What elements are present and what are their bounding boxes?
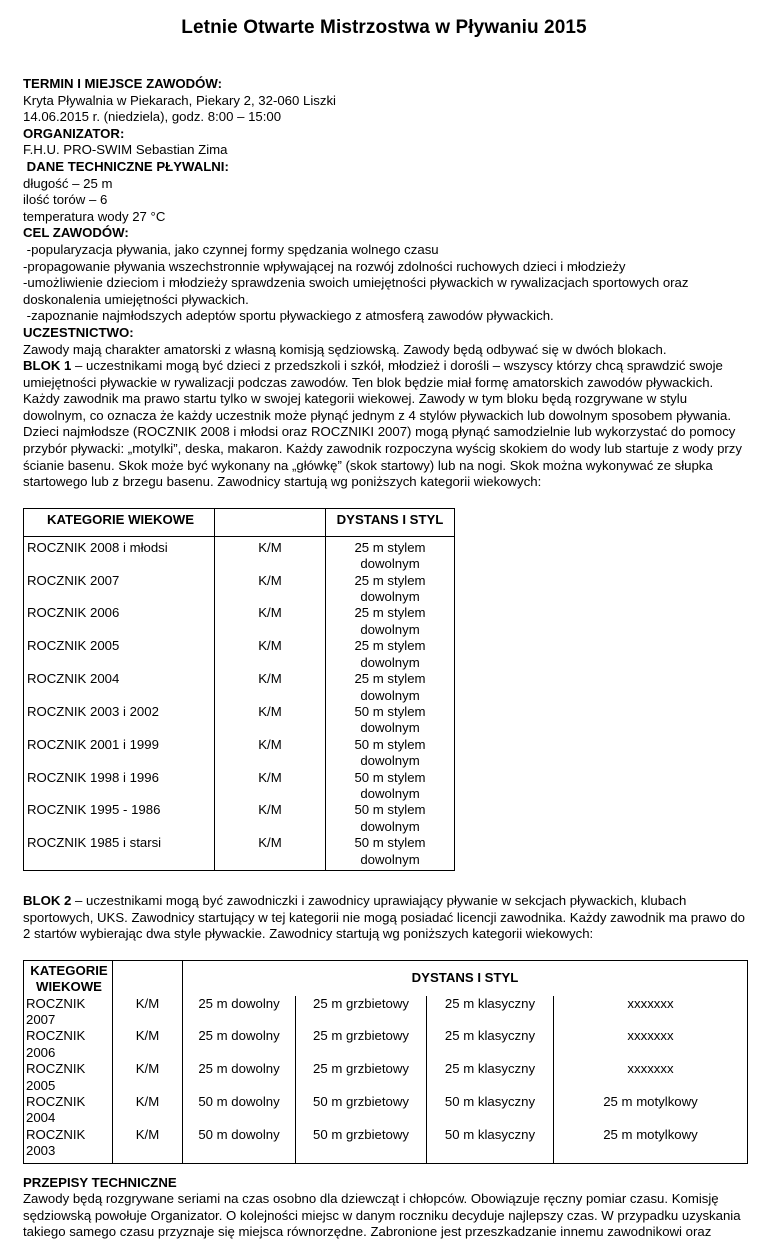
style-freestyle: 25 m dowolny	[183, 1028, 296, 1061]
header-dystans-i-styl: DYSTANS I STYL	[326, 508, 455, 536]
section-heading-przepisy: PRZEPISY TECHNICZNE	[23, 1174, 177, 1190]
section-heading-cel: CEL ZAWODÓW:	[23, 225, 129, 241]
sex-category: K/M	[215, 536, 326, 572]
header-kategorie-line1: KATEGORIE	[30, 962, 108, 978]
sex-category: K/M	[113, 1127, 183, 1163]
distance-style: 25 m stylem dowolnym	[326, 536, 455, 572]
age-category: ROCZNIK 2004	[24, 1094, 113, 1127]
table-row	[24, 835, 455, 870]
pool-length: długość – 25 m	[23, 175, 113, 191]
age-category: ROCZNIK 2001 i 1999	[24, 737, 215, 770]
distance-style: 25 m stylem dowolnym	[326, 605, 455, 638]
section-heading-termin: TERMIN I MIEJSCE ZAWODÓW:	[23, 76, 223, 91]
table-row	[24, 802, 455, 835]
style-breaststroke: 50 m klasyczny	[427, 1094, 554, 1127]
blok1-table	[23, 508, 455, 871]
style-breaststroke: 25 m klasyczny	[427, 1061, 554, 1094]
section-heading-organizator: ORGANIZATOR:	[23, 125, 125, 141]
table-row	[24, 704, 455, 737]
age-category: ROCZNIK 2007	[24, 996, 113, 1029]
age-category: ROCZNIK 2005	[24, 1061, 113, 1094]
table-row	[24, 1028, 748, 1061]
table-row	[24, 770, 455, 803]
sex-category: K/M	[215, 638, 326, 671]
header-empty	[113, 960, 183, 995]
section-heading-uczestnictwo: UCZESTNICTWO:	[23, 324, 134, 340]
sex-category: K/M	[215, 770, 326, 803]
age-category: ROCZNIK 2006	[24, 605, 215, 638]
style-backstroke: 50 m grzbietowy	[296, 1127, 427, 1163]
style-freestyle: 25 m dowolny	[183, 1061, 296, 1094]
distance-style: 25 m stylem dowolnym	[326, 671, 455, 704]
pool-lanes: ilość torów – 6	[23, 192, 108, 208]
style-backstroke: 25 m grzbietowy	[296, 1028, 427, 1061]
table-row	[24, 1127, 748, 1163]
table-row	[24, 573, 455, 606]
style-butterfly: 25 m motylkowy	[554, 1094, 748, 1127]
sex-category: K/M	[215, 835, 326, 870]
blok2-paragraph	[23, 893, 748, 943]
termin-location: Kryta Pływalnia w Piekarach, Piekary 2, 32-060 Liszki	[23, 92, 336, 108]
distance-style: 50 m stylem dowolnym	[326, 770, 455, 803]
sex-category: K/M	[113, 1061, 183, 1094]
table-row	[24, 1061, 748, 1094]
age-category: ROCZNIK 1998 i 1996	[24, 770, 215, 803]
style-butterfly: 25 m motylkowy	[554, 1127, 748, 1163]
distance-style: 50 m stylem dowolnym	[326, 704, 455, 737]
sex-category: K/M	[215, 573, 326, 606]
table-row	[24, 1094, 748, 1127]
sex-category: K/M	[113, 1028, 183, 1061]
style-backstroke: 50 m grzbietowy	[296, 1094, 427, 1127]
header-kategorie-wiekowe	[24, 960, 113, 995]
style-butterfly: xxxxxxx	[554, 996, 748, 1029]
table-row	[24, 638, 455, 671]
table-row	[24, 996, 748, 1029]
organizer-name: F.H.U. PRO-SWIM Sebastian Zima	[23, 142, 228, 158]
table-row	[24, 671, 455, 704]
header-dystans-i-styl: DYSTANS I STYL	[183, 960, 748, 995]
sex-category: K/M	[113, 1094, 183, 1127]
distance-style: 25 m stylem dowolnym	[326, 573, 455, 606]
style-breaststroke: 25 m klasyczny	[427, 1028, 554, 1061]
document-body	[23, 76, 748, 1241]
blok1-label: BLOK 1	[23, 358, 72, 374]
style-freestyle: 50 m dowolny	[183, 1094, 296, 1127]
style-butterfly: xxxxxxx	[554, 1061, 748, 1094]
termin-date: 14.06.2015 r. (niedziela), godz. 8:00 – 15:00	[23, 109, 282, 125]
rules-paragraph: Zawody będą rozgrywane seriami na czas osobno dla dziewcząt i chłopców. Obowiązuje ręczny pomiar czasu. Komisję sędziowską powołuje Organizator. O kolejności miejsc w danym roczniku decyduje najlepszy czas. W przypadku uzyskania takiego samego czasu przyznaje się miejsca równorzędne. Zabronione jest przeszkadzanie innemu zawodnikowi oraz	[23, 1191, 741, 1240]
style-backstroke: 25 m grzbietowy	[296, 1061, 427, 1094]
style-freestyle: 50 m dowolny	[183, 1127, 296, 1163]
sex-category: K/M	[113, 996, 183, 1029]
goal-item: -umożliwienie dzieciom i młodzieży sprawdzenia swoich umiejętności pływackich w rywalizacjach sportowych oraz doskonalenia umiejętności pływackich.	[23, 275, 689, 307]
sex-category: K/M	[215, 737, 326, 770]
document-title: Letnie Otwarte Mistrzostwa w Pływaniu 2015	[181, 17, 587, 38]
style-butterfly: xxxxxxx	[554, 1028, 748, 1061]
table-row	[24, 536, 455, 572]
table-header-row	[24, 960, 748, 995]
age-category: ROCZNIK 2004	[24, 671, 215, 704]
sex-category: K/M	[215, 704, 326, 737]
table-row	[24, 605, 455, 638]
style-backstroke: 25 m grzbietowy	[296, 996, 427, 1029]
distance-style: 50 m stylem dowolnym	[326, 802, 455, 835]
blok2-table	[23, 960, 748, 1164]
sex-category: K/M	[215, 802, 326, 835]
header-kategorie-wiekowe: KATEGORIE WIEKOWE	[24, 508, 215, 536]
pool-temperature: temperatura wody 27 °C	[23, 208, 166, 224]
sex-category: K/M	[215, 605, 326, 638]
table-row	[24, 737, 455, 770]
style-breaststroke: 50 m klasyczny	[427, 1127, 554, 1163]
sex-category: K/M	[215, 671, 326, 704]
participation-intro: Zawody mają charakter amatorski z własną komisją sędziowską. Zawody będą odbywać się w dwóch blokach.	[23, 341, 667, 357]
blok2-label: BLOK 2	[23, 892, 72, 908]
distance-style: 50 m stylem dowolnym	[326, 737, 455, 770]
age-category: ROCZNIK 2005	[24, 638, 215, 671]
age-category: ROCZNIK 1995 - 1986	[24, 802, 215, 835]
age-category: ROCZNIK 2006	[24, 1028, 113, 1061]
age-category: ROCZNIK 2003	[24, 1127, 113, 1163]
header-empty	[215, 508, 326, 536]
distance-style: 50 m stylem dowolnym	[326, 835, 455, 870]
goal-item: -popularyzacja pływania, jako czynnej formy spędzania wolnego czasu	[23, 241, 439, 257]
header-kategorie-line2: WIEKOWE	[36, 979, 102, 995]
blok2-text: – uczestnikami mogą być zawodniczki i zawodnicy uprawiający pływanie w sekcjach pływackich, klubach sportowych, UKS. Zawodnicy startujący w tej kategorii nie mogą posiadać licencji zawodnika. Każdy zawodnik ma prawo do 2 startów wybierając dwa style pływackie. Zawodnicy startują wg poniższych kategorii wiekowych:	[23, 892, 745, 942]
goal-item: -zapoznanie najmłodszych adeptów sportu pływackiego z atmosferą zawodów pływackich.	[23, 308, 554, 324]
age-category: ROCZNIK 1985 i starsi	[24, 835, 215, 870]
style-freestyle: 25 m dowolny	[183, 996, 296, 1029]
age-category: ROCZNIK 2008 i młodsi	[24, 536, 215, 572]
table-header-row	[24, 508, 455, 536]
age-category: ROCZNIK 2007	[24, 573, 215, 606]
blok1-text: – uczestnikami mogą być dzieci z przedszkoli i szkół, młodzież i dorośli – wszyscy którzy chcą sprawdzić swoje umiejętności pływackie w rywalizacji podczas zawodów. Ten blok będzie miał formę amatorskich zawodów pływackich. Każdy zawodnik ma prawo startu tylko w swojej kategorii wiekowej. Zawody w tym bloku będą rozgrywane w stylu dowolnym, co oznacza że każdy uczestnik może płynąć jednym z 4 stylów pływackich lub dowolnym sposobem pływania. Dzieci najmłodsze (ROCZNIK 2008 i młodsi oraz ROCZNIKI 2007) mogą płynąć samodzielnie lub wykorzystać do pomocy przybór pływacki: „motylki”, deska, makaron. Każdy zawodnik rozpoczyna wyścig skokiem do wody lub startuje z wody przy ścianie basenu. Skok może być wykonany na „główkę” (skok startowy) lub na nogi. Skok można wykonywać ze słupka startowego lub z brzegu basenu. Zawodnicy startują wg poniższych kategorii wiekowych:	[23, 358, 742, 490]
age-category: ROCZNIK 2003 i 2002	[24, 704, 215, 737]
section-heading-dane-techniczne: DANE TECHNICZNE PŁYWALNI:	[23, 158, 229, 174]
distance-style: 25 m stylem dowolnym	[326, 638, 455, 671]
blok1-paragraph	[23, 358, 748, 491]
goal-item: -propagowanie pływania wszechstronnie wpływającej na rozwój zdolności ruchowych dzieci i młodzieży	[23, 258, 626, 274]
style-breaststroke: 25 m klasyczny	[427, 996, 554, 1029]
